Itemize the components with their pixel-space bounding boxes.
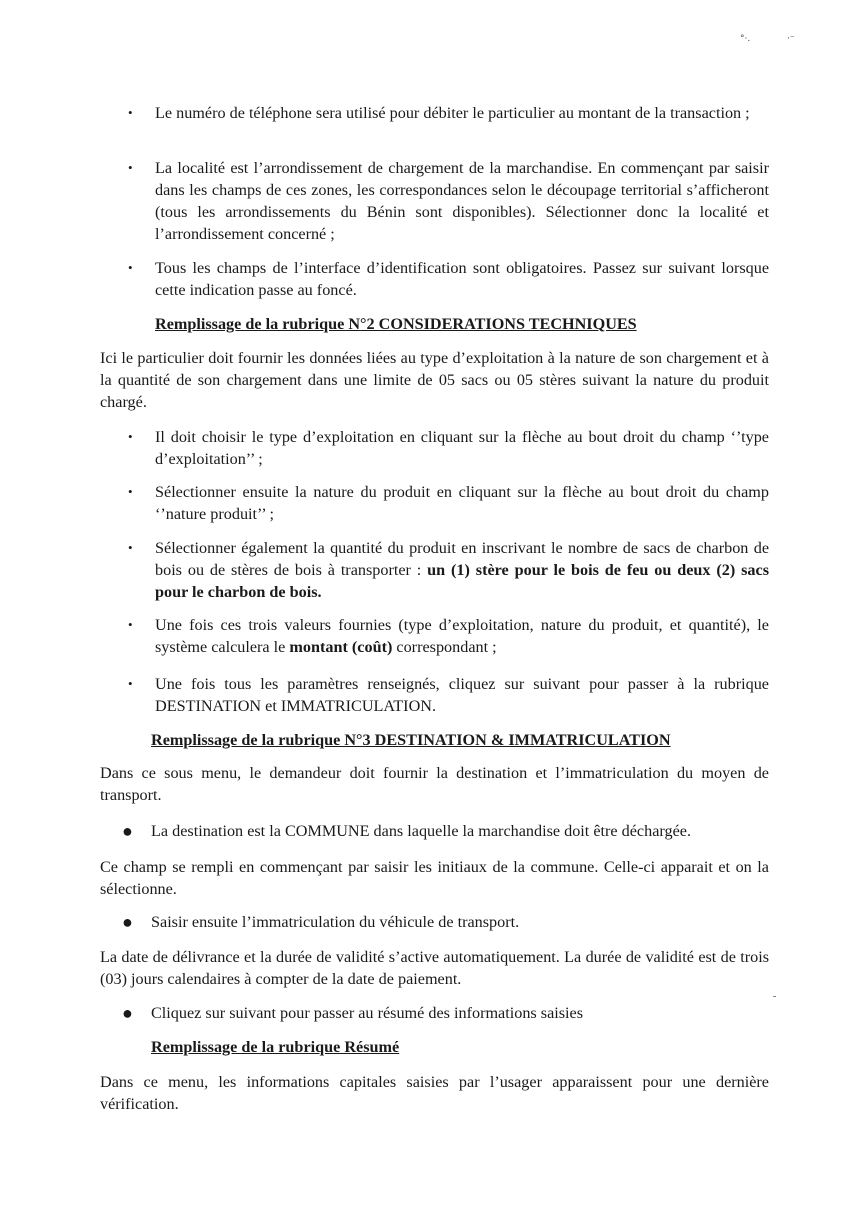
list-item-text: correspondant ; xyxy=(392,638,497,656)
list-item-text: Il doit choisir le type d’exploitation en cliquant sur la flèche au bout droit du champ ‘’type d’exploitation’’ ; xyxy=(155,428,769,468)
emphasis-text: un (1) stère pour le bois de feu ou deux (2) sacs pour le charbon de bois. xyxy=(155,561,769,601)
list-item xyxy=(128,426,769,470)
list-item-text: Le numéro de téléphone sera utilisé pour débiter le particulier au montant de la transaction ; xyxy=(155,104,750,122)
list-item xyxy=(122,820,765,842)
list-item-text: Tous les champs de l’interface d’identification sont obligatoires. Passez sur suivant lorsque cette indication passe au foncé. xyxy=(155,259,769,299)
paragraph: Dans ce menu, les informations capitales saisies par l’usager apparaissent pour une dernière vérification. xyxy=(100,1073,769,1113)
list-item-text: Sélectionner également la quantité du produit en inscrivant le nombre de sacs de charbon de bois ou de stères de bois à transporter : xyxy=(155,539,769,579)
section-heading: Remplissage de la rubrique Résumé xyxy=(151,1038,400,1056)
paragraph: Ici le particulier doit fournir les données liées au type d’exploitation à la nature de son chargement et à la quantité de son chargement dans une limite de 05 sacs ou 05 stères suivant la nature du produit chargé. xyxy=(100,349,769,411)
list-item-text: Saisir ensuite l’immatriculation du véhicule de transport. xyxy=(151,913,520,931)
bullet-icon: • xyxy=(128,676,133,691)
bullet-icon: ● xyxy=(122,912,133,932)
list-item-text: Une fois tous les paramètres renseignés, cliquez sur suivant pour passer à la rubrique DESTINATION et IMMATRICULATION. xyxy=(155,675,769,715)
list-item-text: Une fois ces trois valeurs fournies (type d’exploitation, nature du produit, et quantité), le système calculera le xyxy=(155,616,769,656)
section-heading: Remplissage de la rubrique N°3 DESTINATION & IMMATRICULATION xyxy=(151,731,671,749)
list-item xyxy=(128,673,769,717)
list-item-text: Sélectionner ensuite la nature du produit en cliquant sur la flèche au bout droit du champ ‘’nature produit’’ ; xyxy=(155,483,769,523)
bullet-icon: ● xyxy=(122,1003,133,1023)
scan-artifact: °·. xyxy=(740,34,751,44)
bullet-icon: • xyxy=(128,484,133,499)
list-item xyxy=(122,1002,765,1024)
list-item-text: Cliquez sur suivant pour passer au résumé des informations saisies xyxy=(151,1004,584,1022)
paragraph: Dans ce sous menu, le demandeur doit fournir la destination et l’immatriculation du moyen de transport. xyxy=(100,764,769,804)
list-item xyxy=(128,257,769,301)
scan-artifact xyxy=(773,996,776,997)
paragraph: La date de délivrance et la durée de validité s’active automatiquement. La durée de validité est de trois (03) jours calendaires à compter de la date de paiement. xyxy=(100,948,769,988)
bullet-icon: • xyxy=(128,617,133,632)
bullet-icon: • xyxy=(128,105,133,120)
list-item xyxy=(128,537,769,603)
bullet-icon: ● xyxy=(122,821,133,841)
list-item xyxy=(128,157,769,245)
bullet-icon: • xyxy=(128,540,133,555)
list-item xyxy=(128,481,769,525)
section-heading: Remplissage de la rubrique N°2 CONSIDERATIONS TECHNIQUES xyxy=(155,315,637,333)
list-item xyxy=(128,102,769,124)
scan-artifact: ·⁻ xyxy=(787,34,795,44)
list-item-text: La destination est la COMMUNE dans laquelle la marchandise doit être déchargée. xyxy=(151,822,692,840)
list-item-text: La localité est l’arrondissement de chargement de la marchandise. En commençant par saisir dans les champs de ces zones, les correspondances selon le découpage territorial s’afficheront (tous les arrondissements du Bénin sont disponibles). Sélectionner donc la localité et l’arrondissement concerné ; xyxy=(155,159,769,243)
list-item xyxy=(122,911,765,933)
bullet-icon: • xyxy=(128,429,133,444)
bullet-icon: • xyxy=(128,260,133,275)
emphasis-text: montant (coût) xyxy=(289,638,393,656)
list-item xyxy=(128,614,769,658)
bullet-icon: • xyxy=(128,160,133,175)
paragraph: Ce champ se rempli en commençant par saisir les initiaux de la commune. Celle-ci apparait et on la sélectionne. xyxy=(100,858,769,898)
